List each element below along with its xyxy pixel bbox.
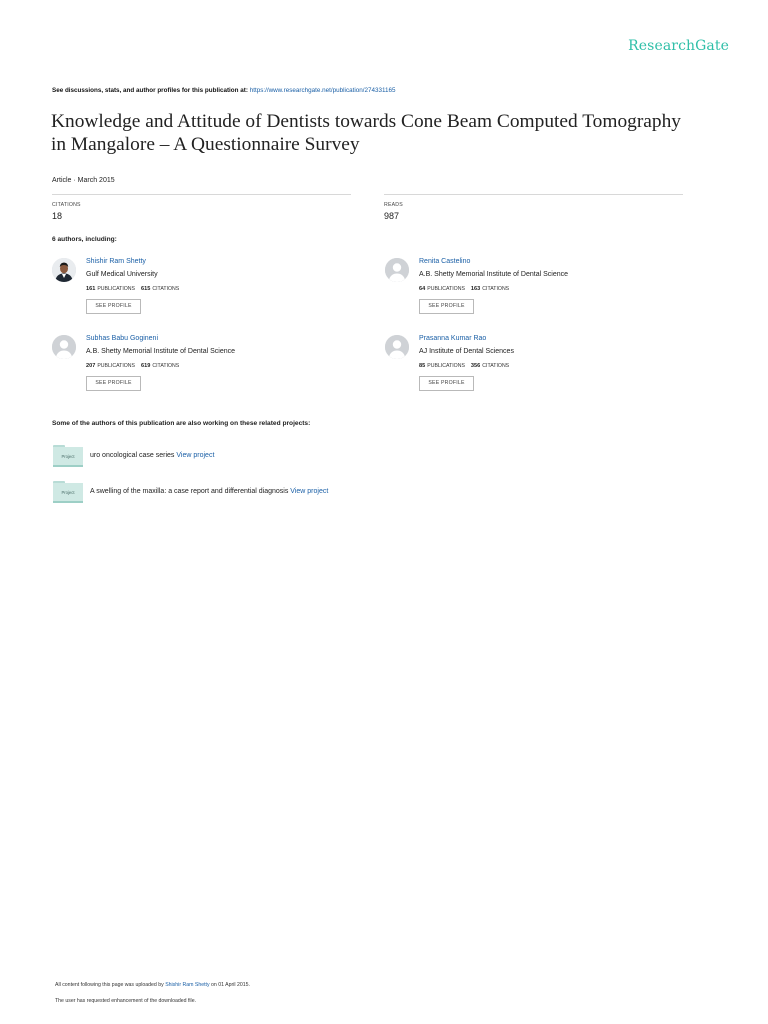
project-text: [90, 488, 328, 495]
author-name[interactable]: Shishir Ram Shetty: [86, 258, 146, 265]
publications-count: 64: [419, 286, 426, 292]
author-name[interactable]: Prasanna Kumar Rao: [419, 335, 487, 342]
author-stats: [419, 363, 509, 369]
divider-reads: [384, 194, 683, 195]
reads-count: 987: [384, 211, 400, 221]
citations-count: 356: [470, 363, 481, 369]
publications-count: 161: [86, 286, 96, 292]
upload-suffix: on 01 April 2015.: [211, 982, 250, 988]
see-profile-button[interactable]: SEE PROFILE: [86, 299, 141, 314]
author-card: [52, 258, 352, 328]
default-avatar-icon[interactable]: [385, 335, 409, 359]
citations-label: CITATIONS: [152, 363, 180, 369]
related-projects-heading: Some of the authors of this publication are also working on these related projects:: [52, 420, 311, 427]
project-text: [90, 452, 214, 459]
researchgate-logo[interactable]: ResearchGate: [628, 38, 729, 54]
view-project-link[interactable]: View project: [290, 488, 329, 495]
project-folder-icon: [53, 481, 83, 503]
authors-heading: 6 authors, including:: [52, 236, 117, 243]
author-institution: A.B. Shetty Memorial Institute of Dental Science: [86, 348, 236, 355]
project-title: A swelling of the maxilla: a case report and differential diagnosis: [90, 488, 289, 495]
publications-count: 85: [419, 363, 426, 369]
publications-label: PUBLICATIONS: [427, 363, 465, 369]
publications-label: PUBLICATIONS: [427, 286, 465, 292]
view-project-link[interactable]: View project: [176, 452, 215, 459]
paper-title: Knowledge and Attitude of Dentists towards Cone Beam Computed Tomography in Mangalore – A Questionnaire Survey: [51, 111, 682, 155]
publication-url-prefix: See discussions, stats, and author profiles for this publication at:: [52, 87, 248, 94]
paper-meta: Article · March 2015: [52, 177, 115, 184]
author-stats: [419, 286, 509, 292]
divider-citations: [52, 194, 351, 195]
author-stats: [86, 286, 179, 292]
citations-label: CITATIONS: [482, 363, 510, 369]
reads-label: READS: [384, 202, 403, 208]
upload-notice: [55, 982, 250, 988]
author-name[interactable]: Renita Castelino: [419, 258, 471, 265]
citations-count: 163: [470, 286, 481, 292]
citations-count: 615: [141, 286, 151, 292]
publications-label: PUBLICATIONS: [97, 363, 136, 369]
see-profile-button[interactable]: SEE PROFILE: [419, 299, 474, 314]
publications-count: 207: [86, 363, 96, 369]
project-item: [53, 481, 453, 503]
see-profile-button[interactable]: SEE PROFILE: [86, 376, 141, 391]
author-institution: Gulf Medical University: [86, 271, 158, 278]
author-institution: A.B. Shetty Memorial Institute of Dental Science: [419, 271, 569, 278]
author-card: [385, 335, 685, 405]
default-avatar-icon[interactable]: [385, 258, 409, 282]
citations-label: CITATIONS: [52, 202, 81, 208]
publication-url-link[interactable]: https://www.researchgate.net/publication/274331165: [249, 87, 396, 94]
author-photo[interactable]: [52, 258, 76, 282]
publication-url-line: [52, 87, 396, 94]
project-folder-label: Project: [53, 483, 83, 503]
project-item: [53, 445, 453, 467]
default-avatar-icon[interactable]: [52, 335, 76, 359]
author-stats: [86, 363, 179, 369]
upload-prefix: All content following this page was uploaded by: [55, 982, 164, 988]
uploader-link[interactable]: Shishir Ram Shetty: [165, 982, 210, 988]
author-card: [52, 335, 352, 405]
citations-count: 18: [52, 211, 63, 221]
enhancement-notice: The user has requested enhancement of the downloaded file.: [55, 998, 197, 1004]
project-folder-icon: [53, 445, 83, 467]
see-profile-button[interactable]: SEE PROFILE: [419, 376, 474, 391]
author-card: [385, 258, 685, 328]
citations-label: CITATIONS: [152, 286, 180, 292]
author-institution: AJ Institute of Dental Sciences: [419, 348, 514, 355]
citations-count: 619: [141, 363, 151, 369]
project-title: uro oncological case series: [90, 452, 175, 459]
project-folder-label: Project: [53, 447, 83, 467]
citations-label: CITATIONS: [482, 286, 510, 292]
author-name[interactable]: Subhas Babu Gogineni: [86, 335, 158, 342]
publications-label: PUBLICATIONS: [97, 286, 136, 292]
